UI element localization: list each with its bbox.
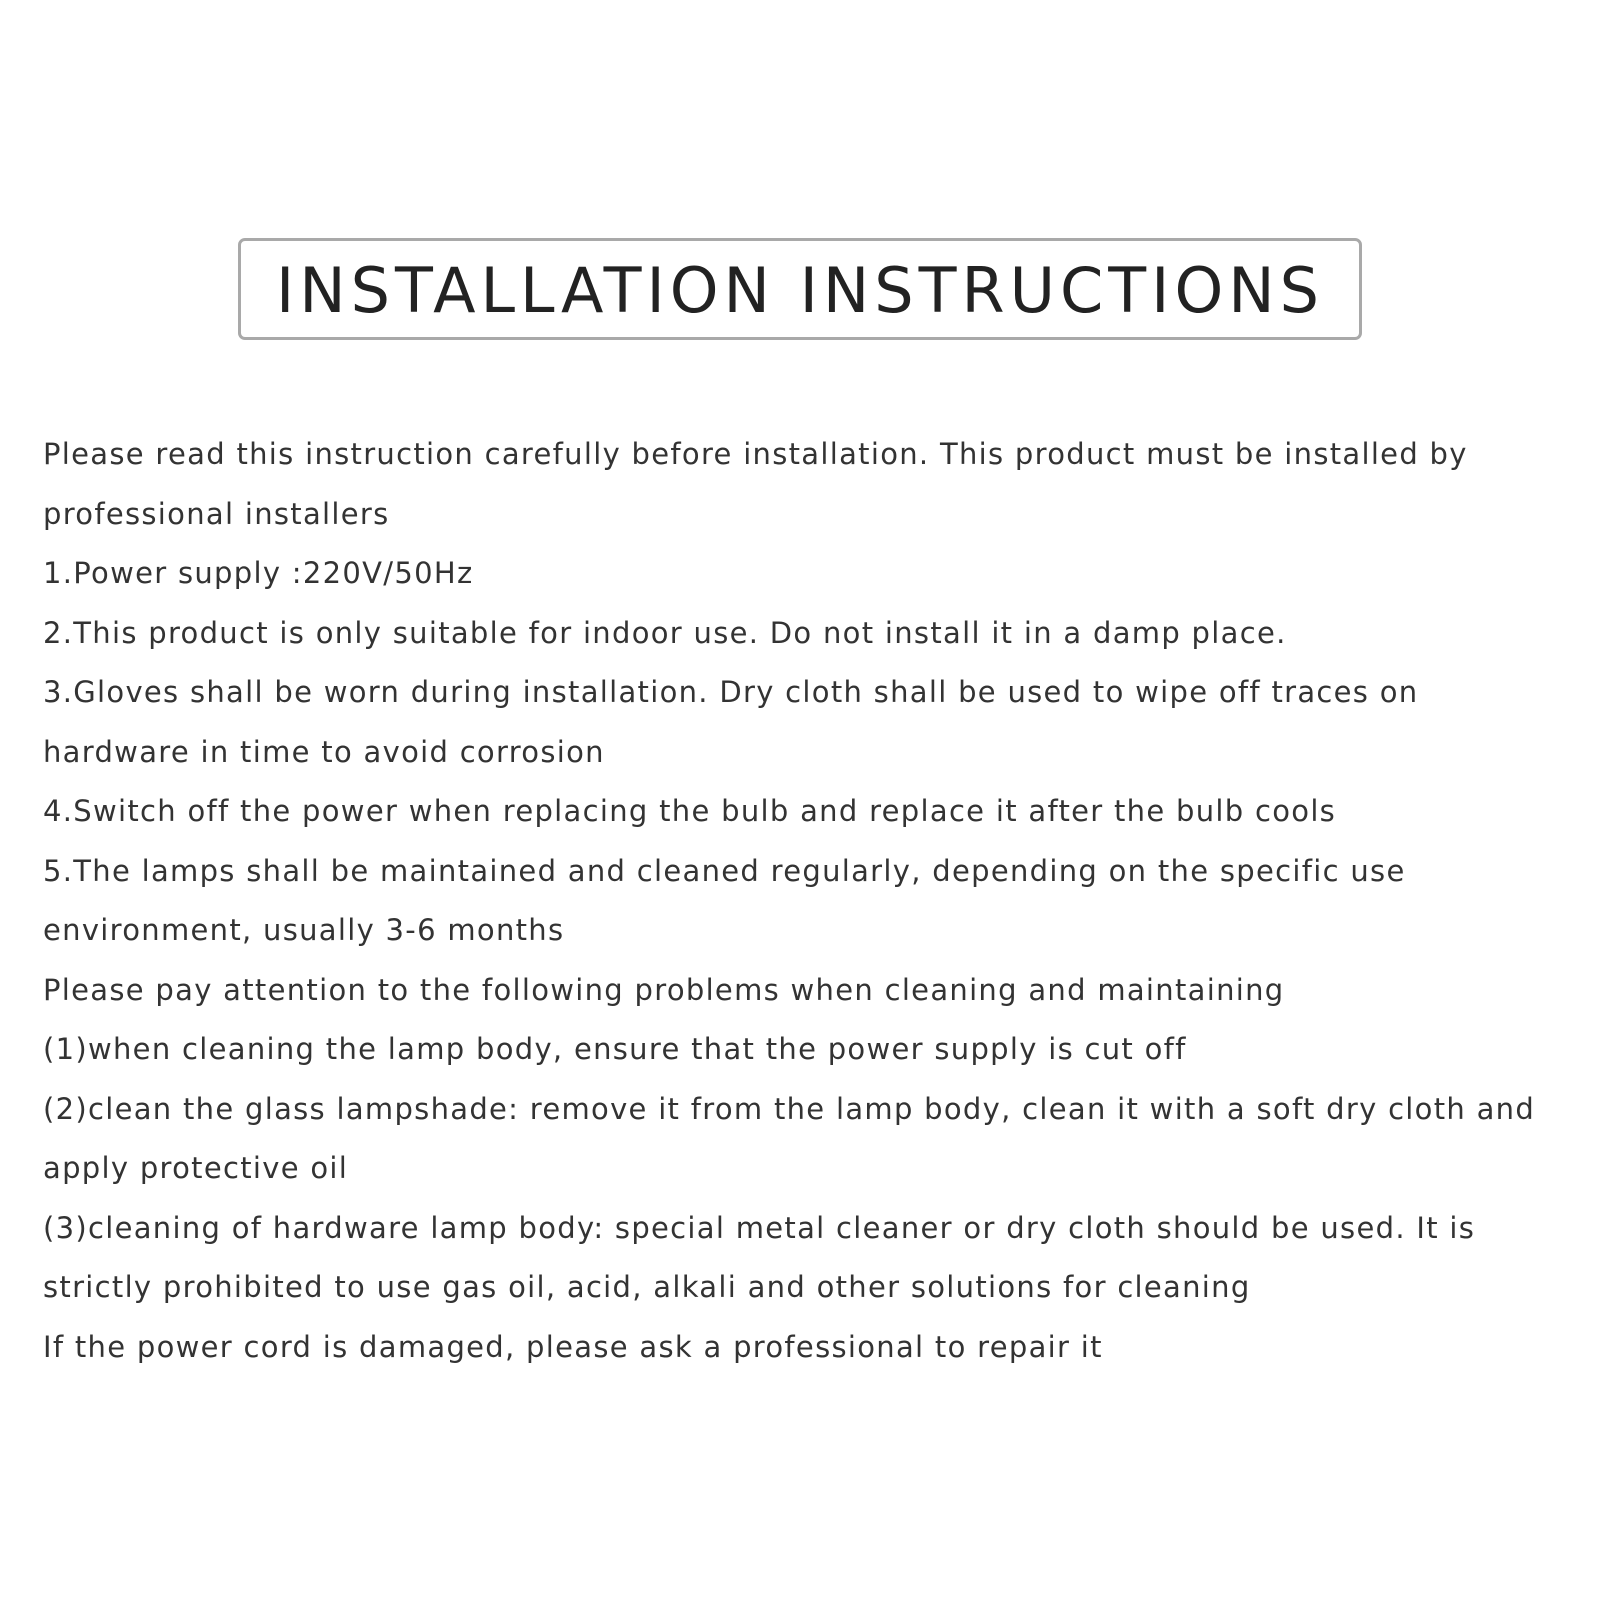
title-frame [238, 238, 1362, 340]
instruction-item-4: 4.Switch off the power when replacing the bulb and replace it after the bulb cools [43, 794, 1337, 828]
page-title: INSTALLATION INSTRUCTIONS [276, 254, 1324, 327]
maintenance-item-3-cont: strictly prohibited to use gas oil, acid, alkali and other solutions for cleaning [43, 1270, 1251, 1304]
maintenance-item-3: (3)cleaning of hardware lamp body: special metal cleaner or dry cloth should be used. It is [43, 1210, 1476, 1245]
instruction-item-3: 3.Gloves shall be worn during installation. Dry cloth shall be used to wipe off traces on [43, 675, 1419, 709]
maintenance-intro: Please pay attention to the following problems when cleaning and maintaining [43, 972, 1285, 1007]
instruction-item-5: 5.The lamps shall be maintained and cleaned regularly, depending on the specific use [43, 853, 1406, 888]
instruction-item-3-cont: hardware in time to avoid corrosion [43, 734, 605, 769]
power-cord-note: If the power cord is damaged, please ask a professional to repair it [43, 1329, 1103, 1364]
maintenance-item-1: (1)when cleaning the lamp body, ensure that the power supply is cut off [43, 1032, 1187, 1066]
instruction-item-5-cont: environment, usually 3-6 months [43, 913, 565, 947]
maintenance-item-2: (2)clean the glass lampshade: remove it from the lamp body, clean it with a soft dry cloth and [43, 1091, 1536, 1126]
instruction-item-2: 2.This product is only suitable for indoor use. Do not install it in a damp place. [43, 615, 1287, 650]
instructions-body [43, 425, 1573, 1377]
intro-line-1: Please read this instruction carefully before installation. This product must be installed by [43, 437, 1468, 471]
instruction-item-1: 1.Power supply :220V/50Hz [43, 556, 474, 590]
intro-line-2: professional installers [43, 496, 390, 531]
maintenance-item-2-cont: apply protective oil [43, 1151, 349, 1185]
